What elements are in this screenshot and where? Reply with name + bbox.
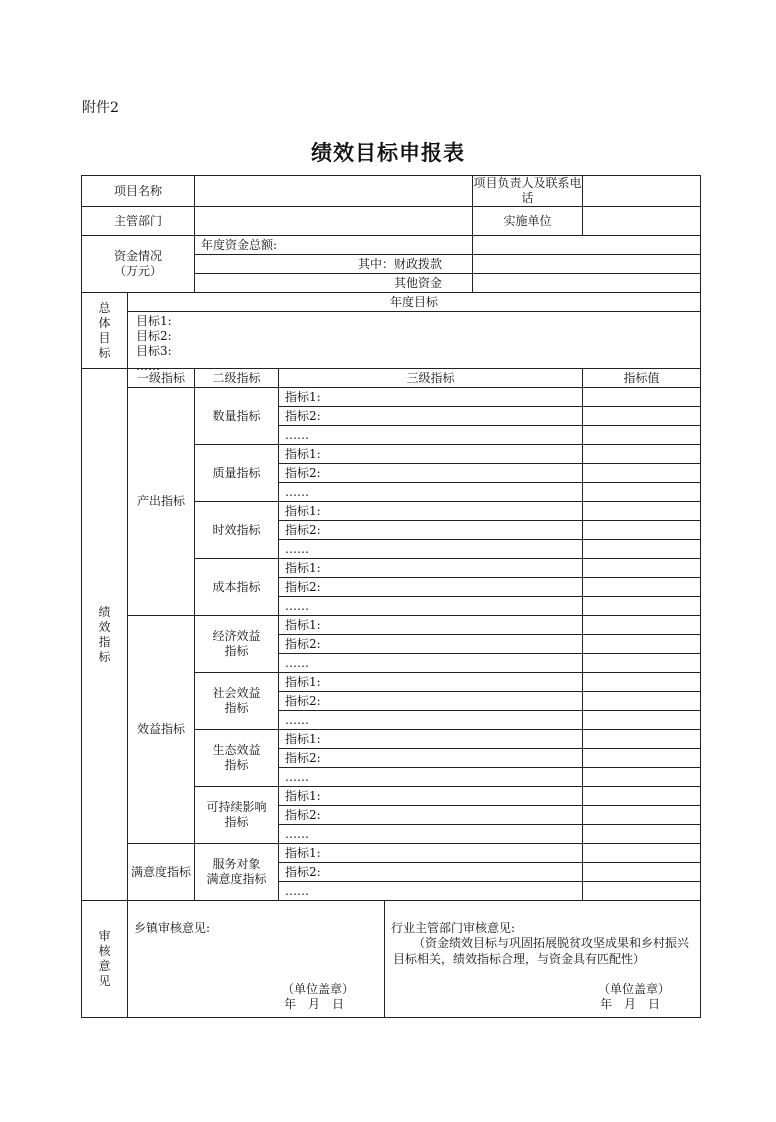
dept-label: 主管部门: [82, 207, 195, 236]
indicator-value-cell[interactable]: [583, 426, 701, 445]
other-funds-label: 其他资金: [195, 274, 473, 293]
level3-cell[interactable]: ……: [279, 597, 583, 616]
indicator-value-cell[interactable]: [583, 787, 701, 806]
level3-cell[interactable]: 指标1:: [279, 787, 583, 806]
level2-cell: 数量指标: [195, 388, 279, 445]
level3-cell[interactable]: 指标2:: [279, 407, 583, 426]
indicator-value-cell[interactable]: [583, 521, 701, 540]
level3-cell[interactable]: 指标1:: [279, 673, 583, 692]
dept-review-cell[interactable]: [385, 901, 701, 1018]
town-review-title: 乡镇审核意见:: [134, 921, 211, 935]
level2-cell: 经济效益 指标: [195, 616, 279, 673]
dept-review-note: （资金绩效目标与巩固拓展脱贫攻坚成果和乡村振兴目标相关，绩效指标合理，与资金具有匹配性）: [393, 936, 690, 966]
level1-cell: 效益指标: [128, 616, 195, 844]
fiscal-field[interactable]: [473, 255, 701, 274]
dept-field[interactable]: [195, 207, 473, 236]
indicator-row: [82, 844, 701, 863]
level2-cell: 可持续影响 指标: [195, 787, 279, 844]
level1-cell: 满意度指标: [128, 844, 195, 901]
performance-goal-form: [81, 175, 701, 1018]
dept-date: 年 月 日: [600, 997, 661, 1011]
goals-list: [136, 314, 692, 373]
project-name-field[interactable]: [195, 176, 473, 207]
indicator-value-cell[interactable]: [583, 654, 701, 673]
level3-cell[interactable]: ……: [279, 882, 583, 901]
level3-cell[interactable]: 指标2:: [279, 749, 583, 768]
funds-label: 资金情况 （万元）: [82, 236, 195, 293]
indicator-value-cell[interactable]: [583, 578, 701, 597]
project-contact-label: 项目负责人及联系电话: [473, 176, 582, 205]
indicator-value-cell[interactable]: [583, 597, 701, 616]
level3-cell[interactable]: 指标2:: [279, 692, 583, 711]
indicator-value-cell[interactable]: [583, 882, 701, 901]
goal-item: 目标3:: [136, 344, 172, 358]
level2-cell: 质量指标: [195, 445, 279, 502]
level3-cell[interactable]: 指标2:: [279, 578, 583, 597]
level1-cell: 产出指标: [128, 388, 195, 616]
indicator-value-cell[interactable]: [583, 673, 701, 692]
form-title: 绩效目标申报表: [311, 140, 465, 165]
level3-cell[interactable]: 指标1:: [279, 559, 583, 578]
level2-cell: 社会效益 指标: [195, 673, 279, 730]
indicator-value-cell[interactable]: [583, 445, 701, 464]
indicator-value-cell[interactable]: [583, 768, 701, 787]
level2-header: 二级指标: [195, 369, 279, 388]
indicator-value-cell[interactable]: [583, 692, 701, 711]
level2-cell: 服务对象 满意度指标: [195, 844, 279, 901]
level3-cell[interactable]: ……: [279, 768, 583, 787]
indicator-value-cell[interactable]: [583, 825, 701, 844]
indicator-value-cell[interactable]: [583, 407, 701, 426]
level3-cell[interactable]: 指标2:: [279, 806, 583, 825]
level3-cell[interactable]: ……: [279, 825, 583, 844]
perf-label: 绩 效 指 标: [82, 369, 128, 901]
level3-cell[interactable]: ……: [279, 540, 583, 559]
level3-cell[interactable]: 指标1:: [279, 616, 583, 635]
indicator-value-cell[interactable]: [583, 616, 701, 635]
level3-cell[interactable]: 指标1:: [279, 388, 583, 407]
project-name-label: 项目名称: [82, 176, 195, 207]
indicator-value-cell[interactable]: [583, 806, 701, 825]
annual-total-field[interactable]: [473, 236, 701, 255]
town-stamp: （单位盖章）: [282, 982, 355, 996]
level3-cell[interactable]: 指标1:: [279, 502, 583, 521]
level3-cell[interactable]: ……: [279, 483, 583, 502]
level1-header: 一级指标: [128, 369, 195, 388]
review-label: 审 核 意 见: [82, 901, 128, 1018]
level3-cell[interactable]: 指标1:: [279, 844, 583, 863]
level2-cell: 时效指标: [195, 502, 279, 559]
indicator-value-cell[interactable]: [583, 464, 701, 483]
impl-unit-label: 实施单位: [473, 207, 583, 236]
indicator-value-cell[interactable]: [583, 540, 701, 559]
indicator-value-header: 指标值: [583, 369, 701, 388]
indicator-value-cell[interactable]: [583, 559, 701, 578]
overall-goal-label: 总 体 目 标: [82, 293, 128, 369]
goal-item: ……: [136, 359, 160, 373]
goal-item: 目标1:: [136, 314, 172, 328]
indicator-value-cell[interactable]: [583, 749, 701, 768]
other-funds-field[interactable]: [473, 274, 701, 293]
indicator-value-cell[interactable]: [583, 388, 701, 407]
level3-cell[interactable]: ……: [279, 711, 583, 730]
level3-cell[interactable]: 指标2:: [279, 863, 583, 882]
annual-goal-header: 年度目标: [128, 293, 701, 312]
goal-item: 目标2:: [136, 329, 172, 343]
level3-cell[interactable]: 指标1:: [279, 730, 583, 749]
indicator-value-cell[interactable]: [583, 711, 701, 730]
annual-total-label: 年度资金总额:: [195, 236, 473, 255]
goals-cell[interactable]: [128, 312, 701, 373]
level3-cell[interactable]: 指标2:: [279, 521, 583, 540]
indicator-row: [82, 616, 701, 635]
level3-header: 三级指标: [279, 369, 583, 388]
attachment-label: 附件2: [82, 100, 119, 116]
level3-cell[interactable]: 指标2:: [279, 635, 583, 654]
dept-review-title: 行业主管部门审核意见:: [391, 921, 516, 935]
level3-cell[interactable]: ……: [279, 426, 583, 445]
level3-cell[interactable]: 指标1:: [279, 445, 583, 464]
town-review-cell[interactable]: [128, 901, 385, 1018]
indicator-value-cell[interactable]: [583, 730, 701, 749]
town-date: 年 月 日: [284, 997, 345, 1011]
fiscal-label: 其中：财政拨款: [195, 255, 473, 274]
indicator-value-cell[interactable]: [583, 502, 701, 521]
level3-cell[interactable]: 指标2:: [279, 464, 583, 483]
indicator-value-cell[interactable]: [583, 863, 701, 882]
indicator-value-cell[interactable]: [583, 635, 701, 654]
level2-cell: 生态效益 指标: [195, 730, 279, 787]
dept-stamp: （单位盖章）: [598, 982, 671, 996]
indicator-value-cell[interactable]: [583, 483, 701, 502]
indicator-value-cell[interactable]: [583, 844, 701, 863]
impl-unit-field[interactable]: [583, 207, 701, 236]
indicator-row: [82, 388, 701, 407]
project-contact-field[interactable]: [583, 176, 701, 207]
level3-cell[interactable]: ……: [279, 654, 583, 673]
level2-cell: 成本指标: [195, 559, 279, 616]
